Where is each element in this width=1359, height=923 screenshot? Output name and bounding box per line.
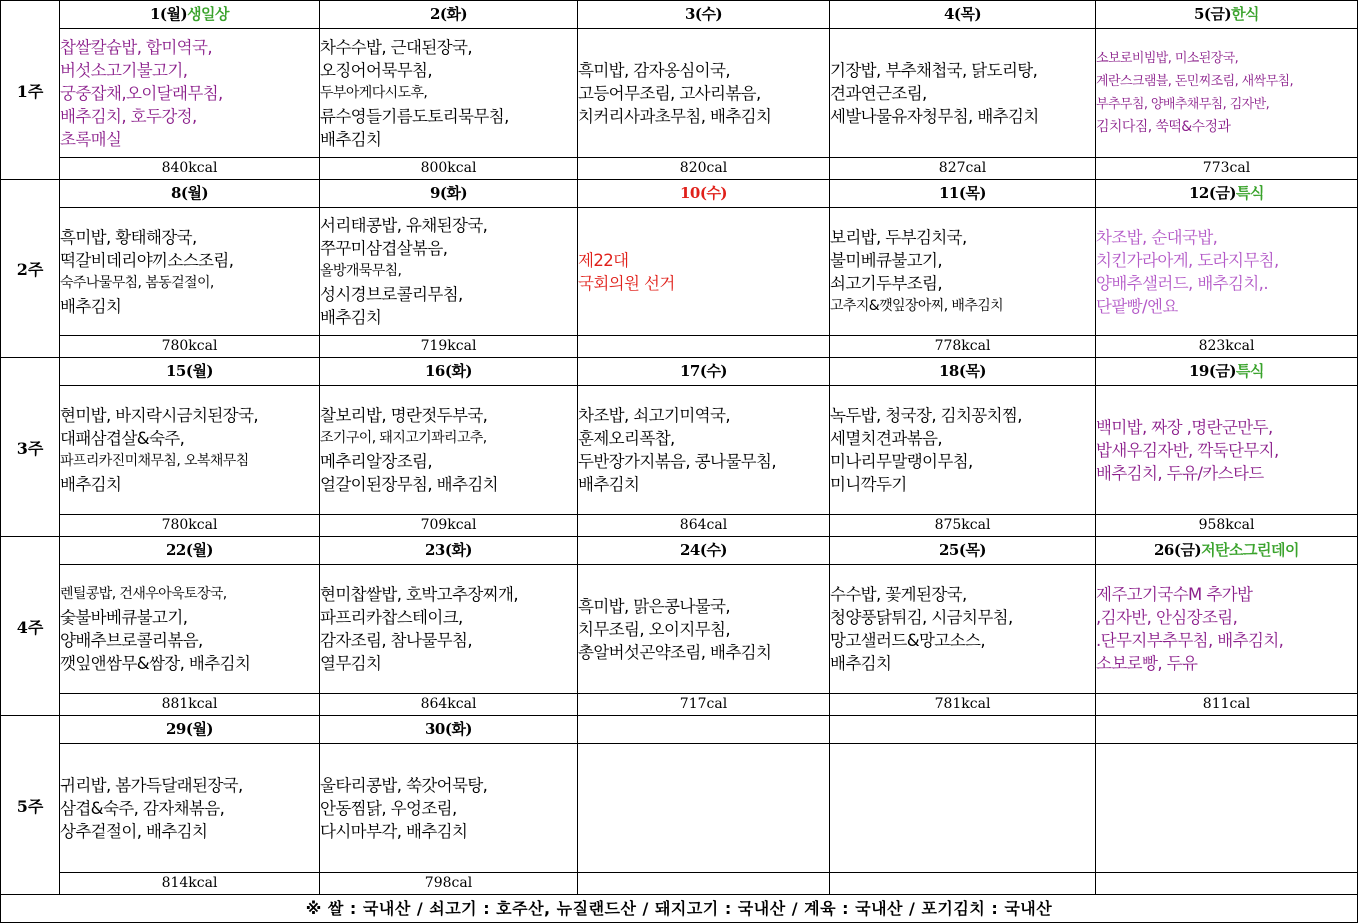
day-date: 9(화) [429, 184, 468, 202]
calorie-value: 820cal [578, 158, 830, 180]
menu-line: 미나리무말랭이무침, [830, 452, 973, 471]
day-theme-tag: 생일상 [187, 5, 230, 23]
day-menu [578, 208, 830, 336]
calorie-value: 773cal [1096, 158, 1358, 180]
calorie-value: 840kcal [60, 158, 320, 180]
menu-line: 고등어무조림, 고사리볶음, [578, 83, 761, 103]
menu-line: 세발나물유자청무침, 배추김치 [830, 106, 1039, 126]
menu-line: 류수영들기름도토리묵무침, [320, 106, 509, 126]
menu-line: 치커리사과초무침, 배추김치 [578, 106, 772, 126]
menu-line: 소보로비빔밥, 미소된장국, [1096, 51, 1239, 66]
day-menu [1096, 386, 1358, 515]
day-menu [60, 29, 320, 158]
menu-line: 두부아게다시도후, [320, 84, 428, 101]
day-header [320, 358, 578, 386]
menu-line: 대패삼겹살&숙주, [60, 429, 185, 448]
day-menu [320, 208, 578, 336]
menu-line: 조기구이, 돼지고기꽈리고추, [320, 430, 487, 446]
menu-line: 고추지&깻잎장아찌, 배추김치 [830, 297, 1004, 314]
day-theme-tag: 특식 [1236, 362, 1265, 380]
day-menu [60, 386, 320, 515]
day-date: 24(수) [679, 541, 728, 559]
empty-cell [578, 744, 830, 873]
menu-line: 치킨가라아게, 도라지무침, [1096, 250, 1279, 270]
day-header [60, 180, 320, 208]
day-menu [830, 565, 1096, 694]
calorie-value: 709kcal [320, 515, 578, 537]
day-date: 30(화) [424, 720, 473, 738]
day-menu [320, 29, 578, 158]
menu-line: 보리밥, 두부김치국, [830, 227, 967, 247]
menu-line: 성시경브로콜리무침, [320, 285, 463, 304]
day-menu [830, 29, 1096, 158]
day-header [320, 180, 578, 208]
menu-line: 배추김치, 호두강정, [60, 106, 197, 126]
day-header [320, 1, 578, 29]
day-header [1096, 358, 1358, 386]
calorie-value: 814kcal [60, 873, 320, 895]
menu-line: 흑미밥, 맑은콩나물국, [578, 596, 730, 616]
empty-cell [830, 744, 1096, 873]
day-date: 23(화) [424, 541, 473, 559]
calorie-value: 881kcal [60, 694, 320, 716]
day-menu [320, 386, 578, 515]
menu-line: 현미밥, 바지락시금치된장국, [60, 406, 259, 425]
day-header [830, 537, 1096, 565]
day-header [60, 537, 320, 565]
menu-line: 불미베큐불고기, [830, 250, 943, 270]
week-label: 4주 [1, 537, 60, 716]
day-header [830, 1, 1096, 29]
menu-line: 파프리카찹스테이크, [320, 608, 463, 627]
menu-line: 오징어어묵무침, [320, 60, 433, 80]
day-menu [578, 565, 830, 694]
menu-line: 삼겹&숙주, 감자채볶음, [60, 798, 225, 818]
menu-line: 망고샐러드&망고소스, [830, 631, 985, 650]
menu-line: 배추김치, 두유/카스타드 [1096, 463, 1264, 483]
calorie-value: 827cal [830, 158, 1096, 180]
calorie-value: 798cal [320, 873, 578, 895]
menu-line: 밥새우김자반, 깍둑단무지, [1096, 440, 1279, 460]
menu-line: 배추김치 [320, 308, 382, 327]
menu-line: 양배추샐러드, 배추김치,. [1096, 273, 1268, 293]
day-header [1096, 716, 1358, 744]
menu-line: 파프리카진미채무침, 오복채무침 [60, 453, 249, 469]
day-date: 12(금) [1188, 184, 1237, 202]
calorie-value [578, 873, 830, 895]
day-date: 26(금) [1154, 541, 1202, 559]
day-date: 29(월) [165, 720, 214, 738]
menu-line: 배추김치 [578, 475, 640, 494]
day-theme-tag: 한식 [1231, 5, 1260, 23]
week-label: 3주 [1, 358, 60, 537]
week-label: 1주 [1, 1, 60, 180]
day-header [320, 537, 578, 565]
menu-line: 수수밥, 꽃게된장국, [830, 585, 967, 604]
menu-line: 배추김치 [60, 475, 122, 494]
menu-line: 버섯소고기불고기, [60, 60, 188, 80]
menu-line: 찰보리밥, 명란젓두부국, [320, 406, 488, 425]
menu-line: 다시마부각, 배추김치 [320, 821, 468, 841]
menu-line: 상추겉절이, 배추김치 [60, 821, 208, 841]
day-date: 2(화) [429, 5, 468, 23]
day-date: 22(월) [165, 541, 214, 559]
week-label: 2주 [1, 180, 60, 358]
menu-line: 차조밥, 쇠고기미역국, [578, 406, 730, 425]
day-menu [320, 565, 578, 694]
menu-line: 쭈꾸미삼겹살볶음, [320, 239, 448, 258]
menu-line: 메추리알장조림, [320, 452, 433, 471]
day-header [60, 716, 320, 744]
calorie-value [578, 336, 830, 358]
day-date: 17(수) [679, 362, 728, 380]
day-header [830, 180, 1096, 208]
day-date: 25(목) [938, 541, 987, 559]
menu-line: 양배추브로콜리볶음, [60, 631, 203, 650]
menu-line: 차수수밥, 근대된장국, [320, 37, 472, 57]
day-header [578, 1, 830, 29]
day-menu [320, 744, 578, 873]
menu-line: 백미밥, 짜장 ,명란군만두, [1096, 417, 1273, 437]
day-header [1096, 180, 1358, 208]
day-date: 15(월) [165, 362, 214, 380]
menu-line: 세멸치견과볶음, [830, 429, 943, 448]
menu-line: 초록매실 [60, 129, 122, 149]
menu-line: 훈제오리폭찹, [578, 429, 675, 448]
calorie-value: 719kcal [320, 336, 578, 358]
menu-line: 청양풍닭튀김, 시금치무침, [830, 608, 1013, 627]
day-menu [1096, 29, 1358, 158]
menu-line: 흑미밥, 황태해장국, [60, 227, 197, 247]
day-menu [830, 208, 1096, 336]
menu-line: 총알버섯곤약조림, 배추김치 [578, 642, 772, 662]
day-date: 4(목) [943, 5, 982, 23]
day-date: 16(화) [424, 362, 473, 380]
menu-line: 두반장가지볶음, 콩나물무침, [578, 452, 777, 471]
day-header [830, 358, 1096, 386]
menu-line: 귀리밥, 봄가득달래된장국, [60, 775, 243, 795]
menu-line: 제22대 [578, 250, 629, 270]
day-date: 8(월) [170, 184, 209, 202]
calorie-value [830, 873, 1096, 895]
menu-line: ,김자반, 안심장조림, [1096, 608, 1238, 627]
calorie-value: 823kcal [1096, 336, 1358, 358]
calorie-value: 864cal [578, 515, 830, 537]
day-menu [1096, 208, 1358, 336]
menu-line: 울타리콩밥, 쑥갓어묵탕, [320, 775, 488, 795]
day-header [578, 537, 830, 565]
menu-line: 렌틸콩밥, 건새우아욱토장국, [60, 586, 227, 602]
day-header [578, 358, 830, 386]
calorie-value: 780kcal [60, 336, 320, 358]
week-label: 5주 [1, 716, 60, 895]
day-menu [578, 386, 830, 515]
calorie-value: 864kcal [320, 694, 578, 716]
menu-line: 안동찜닭, 우엉조림, [320, 798, 457, 818]
day-date: 11(목) [938, 184, 987, 202]
calorie-value: 778kcal [830, 336, 1096, 358]
day-header [60, 1, 320, 29]
menu-line: 기장밥, 부추채첩국, 닭도리탕, [830, 60, 1038, 80]
menu-line: 궁중잡채,오이달래무침, [60, 83, 223, 103]
calorie-value: 811cal [1096, 694, 1358, 716]
day-date: 10(수) [679, 184, 728, 202]
calorie-value: 800kcal [320, 158, 578, 180]
menu-line: 계란스크램블, 돈민찌조림, 새싹무침, [1096, 74, 1294, 89]
day-menu [60, 565, 320, 694]
menu-line: 얼갈이된장무침, 배추김치 [320, 475, 499, 494]
menu-line: 제주고기국수M 추가밥 [1096, 585, 1253, 604]
day-menu [830, 386, 1096, 515]
calorie-value: 780kcal [60, 515, 320, 537]
menu-line: 올방개묵무침, [320, 263, 402, 279]
day-theme-tag: 저탄소그린데이 [1201, 541, 1299, 559]
calorie-value: 717cal [578, 694, 830, 716]
day-menu [60, 208, 320, 336]
menu-line: 숙주나물무침, 봄동겉절이, [60, 274, 214, 291]
menu-line: 단팥빵/엔요 [1096, 296, 1178, 316]
menu-line: 배추김치 [830, 654, 892, 673]
day-date: 1(월) [149, 5, 188, 23]
menu-line: 깻잎앤쌈무&쌈장, 배추김치 [60, 654, 251, 673]
menu-body [1, 1, 1358, 895]
day-date: 5(금) [1193, 5, 1232, 23]
day-header [1096, 537, 1358, 565]
menu-line: 소보로빵, 두유 [1096, 654, 1198, 673]
calorie-value: 958kcal [1096, 515, 1358, 537]
menu-line: 숯불바베큐불고기, [60, 608, 188, 627]
menu-line: 부추무침, 양배추채무침, 김자반, [1096, 97, 1270, 112]
day-header [320, 716, 578, 744]
menu-line: 견과연근조림, [830, 83, 927, 103]
menu-line: 국회의원 선거 [578, 273, 675, 293]
menu-line: 열무김치 [320, 654, 382, 673]
day-header [830, 716, 1096, 744]
day-header [1096, 1, 1358, 29]
menu-line: 흑미밥, 감자옹심이국, [578, 60, 730, 80]
day-menu [1096, 565, 1358, 694]
origin-notice: ※ 쌀 : 국내산 / 쇠고기 : 호주산, 뉴질랜드산 / 돼지고기 : 국내산 / 계육 : 국내산 / 포기김치 : 국내산 [1, 895, 1358, 923]
day-header [578, 180, 830, 208]
menu-line: 서리태콩밥, 유채된장국, [320, 216, 488, 235]
menu-line: 배추김치 [320, 129, 382, 149]
menu-line: 감자조림, 참나물무침, [320, 631, 472, 650]
menu-line: 미니깍두기 [830, 475, 907, 494]
day-menu [578, 29, 830, 158]
day-header [60, 358, 320, 386]
menu-line: .단무지부추무침, 배추김치, [1096, 631, 1284, 650]
calorie-value [1096, 873, 1358, 895]
day-menu [60, 744, 320, 873]
empty-cell [1096, 744, 1358, 873]
calorie-value: 781kcal [830, 694, 1096, 716]
menu-line: 떡갈비데리야끼소스조림, [60, 250, 234, 270]
day-theme-tag: 특식 [1236, 184, 1265, 202]
menu-line: 차조밥, 순대국밥, [1096, 227, 1218, 247]
menu-line: 쇠고기두부조림, [830, 273, 943, 293]
day-date: 3(수) [684, 5, 723, 23]
day-header [578, 716, 830, 744]
day-date: 19(금) [1188, 362, 1237, 380]
menu-line: 녹두밥, 청국장, 김치꽁치찜, [830, 406, 1022, 425]
menu-line: 현미찹쌀밥, 호박고추장찌개, [320, 585, 519, 604]
day-date: 18(목) [938, 362, 987, 380]
menu-line: 배추김치 [60, 296, 122, 316]
menu-line: 김치다짐, 쑥떡&수정과 [1096, 119, 1231, 135]
menu-line: 치무조림, 오이지무침, [578, 619, 730, 639]
menu-line: 찹쌀칼슘밥, 합미역국, [60, 37, 212, 57]
calorie-value: 875kcal [830, 515, 1096, 537]
